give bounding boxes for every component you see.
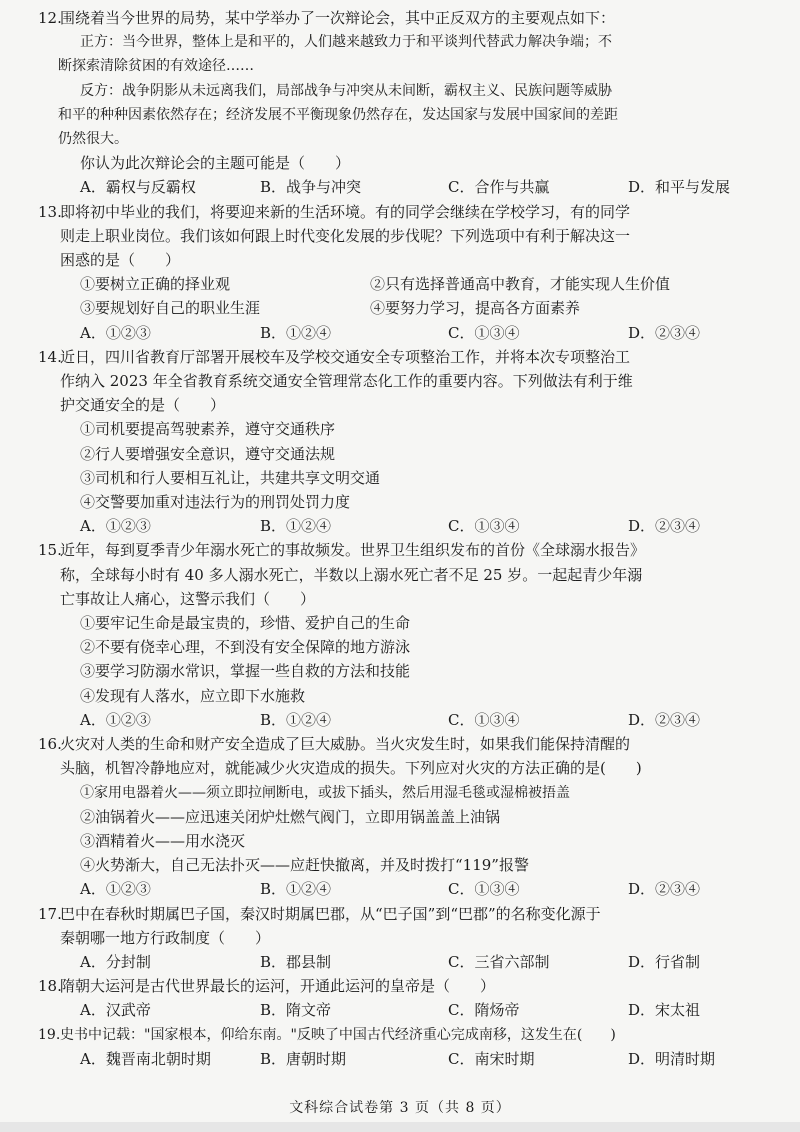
option-d: D．②③④: [628, 323, 701, 342]
question-stem-line: 称，全球每小时有 40 多人溺水死亡，半数以上溺水死亡者不足 25 岁。一起起青少年溺: [60, 565, 643, 584]
statement-item: ④火势渐大，自己无法扑灭——应赶快撤离，并及时拨打“119”报警: [80, 856, 529, 875]
debate-con-line: 和平的种种因素依然存在；经济发展不平衡现象仍然存在，发达国家与发展中国家间的差距: [58, 106, 618, 123]
option-b: B．①②④: [260, 323, 332, 342]
question-13: [38, 200, 770, 345]
option-c: C．合作与共赢: [448, 178, 550, 197]
question-stem-line: 头脑，机智冷静地应对，就能减少火灾造成的损失。下列应对火灾的方法正确的是( ): [60, 759, 642, 778]
question-stem: 16.火灾对人类的生命和财产安全造成了巨大威胁。当火灾发生时，如果我们能保持清醒的: [38, 735, 631, 754]
statement-item: ③司机和行人要相互礼让，共建共享文明交通: [80, 468, 381, 487]
statement-item: ①司机要提高驾驶素养，遵守交通秩序: [80, 420, 336, 439]
statement-item: ④要努力学习，提高各方面素养: [370, 299, 581, 318]
option-b: B．隋文帝: [260, 1001, 332, 1020]
option-c: C．①③④: [448, 323, 520, 342]
page-footer: 文科综合试卷第 3 页（共 8 页）: [289, 1100, 511, 1116]
option-b: B．①②④: [260, 517, 332, 536]
question-14: [38, 345, 770, 539]
scan-edge: [0, 1122, 800, 1132]
statement-item: ①家用电器着火——须立即拉闸断电，或拔下插头，然后用湿毛毯或湿棉被捂盖: [80, 784, 570, 801]
statement-item: ③要规划好自己的职业生涯: [80, 299, 261, 318]
statement-row: [58, 296, 770, 320]
statement-item: ④交警要加重对违法行为的刑罚处罚力度: [80, 493, 351, 512]
question-stem-line: 亡事故让人痛心，这警示我们（ ）: [60, 589, 316, 608]
option-a: A．魏晋南北朝时期: [80, 1049, 211, 1068]
answer-options: [58, 998, 770, 1022]
question-stem: 13.即将初中毕业的我们，将要迎来新的生活环境。有的同学会继续在学校学习，有的同学: [38, 202, 631, 221]
answer-options: [58, 514, 770, 538]
option-a: A．①②③: [80, 880, 151, 899]
statement-item: ③酒精着火——用水浇灭: [80, 831, 246, 850]
answer-options: [58, 1047, 770, 1071]
question-ask: 你认为此次辩论会的主题可能是（ ）: [80, 154, 351, 173]
option-b: B．①②④: [260, 880, 332, 899]
option-c: C．①③④: [448, 710, 520, 729]
question-list: [38, 6, 770, 1071]
option-c: C．三省六部制: [448, 952, 550, 971]
statement-item: ②油锅着火——应迅速关闭炉灶燃气阀门，立即用锅盖盖上油锅: [80, 807, 501, 826]
option-d: D．和平与发展: [628, 178, 731, 197]
question-stem: 18.隋朝大运河是古代世界最长的运河，开通此运河的皇帝是（ ）: [38, 977, 496, 996]
statement-item: ②不要有侥幸心理，不到没有安全保障的地方游泳: [80, 638, 411, 657]
option-b: B．唐朝时期: [260, 1049, 347, 1068]
option-d: D．行省制: [628, 952, 701, 971]
option-c: C．①③④: [448, 517, 520, 536]
statement-item: ①要牢记生命是最宝贵的，珍惜、爱护自己的生命: [80, 614, 411, 633]
option-a: A．汉武帝: [80, 1001, 151, 1020]
question-stem: 19.史书中记载："国家根本，仰给东南。"反映了中国古代经济重心完成南移，这发生在( ): [38, 1026, 616, 1043]
question-stem: 17.巴中在春秋时期属巴子国，秦汉时期属巴郡，从“巴子国”到“巴郡”的名称变化源于: [38, 904, 601, 923]
option-a: A．霸权与反霸权: [80, 178, 196, 197]
question-17: [38, 902, 770, 975]
question-stem: 14.近日，四川省教育厅部署开展校车及学校交通安全专项整治工作，并将本次专项整治工: [38, 347, 631, 366]
option-b: B．战争与冲突: [260, 178, 362, 197]
answer-options: [58, 877, 770, 901]
option-a: A．①②③: [80, 323, 151, 342]
question-19: [38, 1023, 770, 1071]
option-d: D．②③④: [628, 517, 701, 536]
statement-row: [58, 272, 770, 296]
debate-pro-line: 正方：当今世界，整体上是和平的，人们越来越致力于和平谈判代替武力解决争端；不: [80, 34, 612, 51]
option-d: D．宋太祖: [628, 1001, 701, 1020]
option-b: B．郡县制: [260, 952, 332, 971]
question-stem-line: 困惑的是（ ）: [60, 251, 181, 270]
debate-pro-line: 断探索清除贫困的有效途径……: [58, 58, 254, 75]
question-stem: 12.围绕着当今世界的局势，某中学举办了一次辩论会，其中正反双方的主要观点如下：: [38, 9, 616, 27]
option-d: D．②③④: [628, 880, 701, 899]
question-stem-line: 则走上职业岗位。我们该如何跟上时代变化发展的步伐呢？下列选项中有利于解决这一: [60, 226, 631, 245]
question-stem-line: 护交通安全的是（ ）: [60, 396, 226, 415]
debate-con-line: 反方：战争阴影从未远离我们，局部战争与冲突从未间断，霸权主义、民族问题等威胁: [80, 82, 612, 99]
question-stem: 15.近年，每到夏季青少年溺水死亡的事故频发。世界卫生组织发布的首份《全球溺水报告》: [38, 541, 646, 560]
answer-options: [58, 175, 770, 199]
question-15: [38, 538, 770, 732]
statement-item: ①要树立正确的择业观: [80, 275, 231, 294]
option-a: A．分封制: [80, 952, 151, 971]
question-12: [38, 6, 770, 200]
option-c: C．①③④: [448, 880, 520, 899]
option-c: C．隋炀帝: [448, 1001, 520, 1020]
option-a: A．①②③: [80, 710, 151, 729]
question-stem-line: 秦朝哪一地方行政制度（ ）: [60, 928, 271, 947]
answer-options: [58, 950, 770, 974]
option-d: D．明清时期: [628, 1049, 716, 1068]
answer-options: [58, 321, 770, 345]
statement-item: ③要学习防溺水常识，掌握一些自救的方法和技能: [80, 662, 411, 681]
option-d: D．②③④: [628, 710, 701, 729]
statement-item: ④发现有人落水，应立即下水施救: [80, 686, 306, 705]
question-stem-line: 作纳入 2023 年全省教育系统交通安全管理常态化工作的重要内容。下列做法有利于维: [60, 372, 633, 391]
question-16: [38, 732, 770, 901]
option-a: A．①②③: [80, 517, 151, 536]
statement-item: ②只有选择普通高中教育，才能实现人生价值: [370, 275, 671, 294]
statement-item: ②行人要增强安全意识，遵守交通法规: [80, 444, 336, 463]
option-c: C．南宋时期: [448, 1049, 535, 1068]
question-18: [38, 974, 770, 1022]
option-b: B．①②④: [260, 710, 332, 729]
answer-options: [58, 708, 770, 732]
debate-con-line: 仍然很大。: [58, 131, 128, 148]
